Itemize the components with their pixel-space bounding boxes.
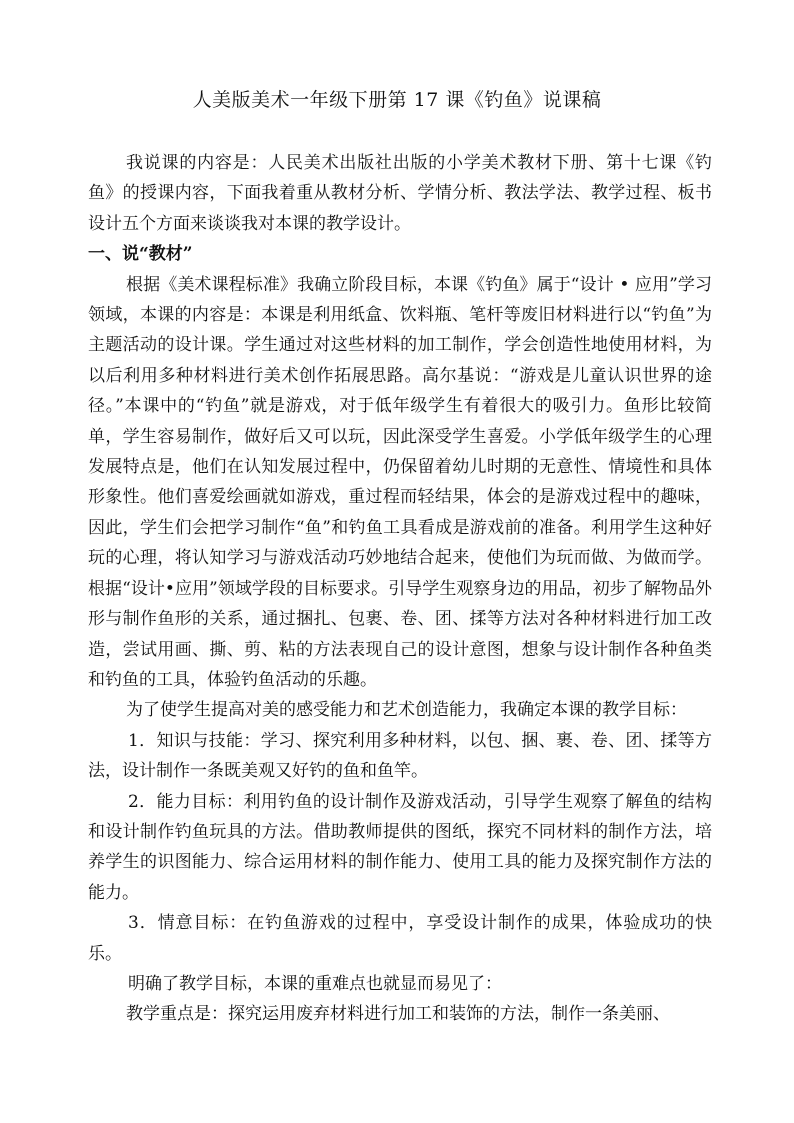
key-point-paragraph: 教学重点是：探究运用废弃材料进行加工和装饰的方法，制作一条美丽、 [126, 1004, 670, 1025]
goal-knowledge-paragraph: 1．知识与技能：学习、探究利用多种材料，以包、捆、裹、卷、团、揉等方法，设计制作一条既美观又好钓的鱼和鱼竿。 [88, 730, 712, 782]
document-body [88, 148, 712, 1030]
section-heading: 一、说“教材” [88, 244, 193, 265]
key-points-intro-paragraph: 明确了教学目标，本课的重难点也就显而易见了： [128, 973, 502, 994]
goal-emotion-paragraph: 3．情意目标：在钓鱼游戏的过程中，享受设计制作的成果，体验成功的快乐。 [88, 913, 712, 964]
document-title: 人美版美术一年级下册第 17 课《钓鱼》说课稿 [192, 89, 602, 111]
textbook-paragraph: 根据《美术课程标准》我确立阶段目标，本课《钓鱼》属于“设计 • 应用”学习领域，本课的内容是：本课是利用纸盒、饮料瓶、笔杆等废旧材料进行以“钓鱼”为主题活动的设计课。学生通过对这些材料的加工制作，学会创造性地使用材料，为以后利用多种材料进行美术创作拓展思路。高尔基说：“游戏是儿童认识世界的途径。”本课中的“钓鱼”就是游戏，对于低年级学生有着很大的吸引力。鱼形比较简单，学生容易制作，做好后又可以玩，因此深受学生喜爱。小学低年级学生的心理发展特点是，他们在认知发展过程中，仍保留着幼儿时期的无意性、情境性和具体形象性。他们喜爱绘画就如游戏，重过程而轻结果，体会的是游戏过程中的趣味，因此，学生们会把学习制作“鱼”和钓鱼工具看成是游戏前的准备。利用学生这种好玩的心理，将认知学习与游戏活动巧妙地结合起来，使他们为玩而做、为做而学。根据“设计•应用”领域学段的目标要求。引导学生观察身边的用品，初步了解物品外形与制作鱼形的关系，通过捆扎、包裹、卷、团、揉等方法对各种材料进行加工改造，尝试用画、撕、剪、粘的方法表现自己的设计意图，想象与设计制作各种鱼类和钓鱼的工具，体验钓鱼活动的乐趣。 [88, 274, 712, 690]
intro-paragraph: 我说课的内容是：人民美术出版社出版的小学美术教材下册、第十七课《钓鱼》的授课内容，下面我着重从教材分析、学情分析、教法学法、教学过程、板书设计五个方面来谈谈我对本课的教学设计。 [88, 153, 712, 234]
goal-ability-paragraph: 2．能力目标：利用钓鱼的设计制作及游戏活动，引导学生观察了解鱼的结构和设计制作钓鱼玩具的方法。借助教师提供的图纸，探究不同材料的制作方法，培养学生的识图能力、综合运用材料的制作能力、使用工具的能力及探究制作方法的能力。 [88, 791, 712, 903]
goals-intro-paragraph: 为了使学生提高对美的感受能力和艺术创造能力，我确定本课的教学目标： [126, 700, 687, 721]
